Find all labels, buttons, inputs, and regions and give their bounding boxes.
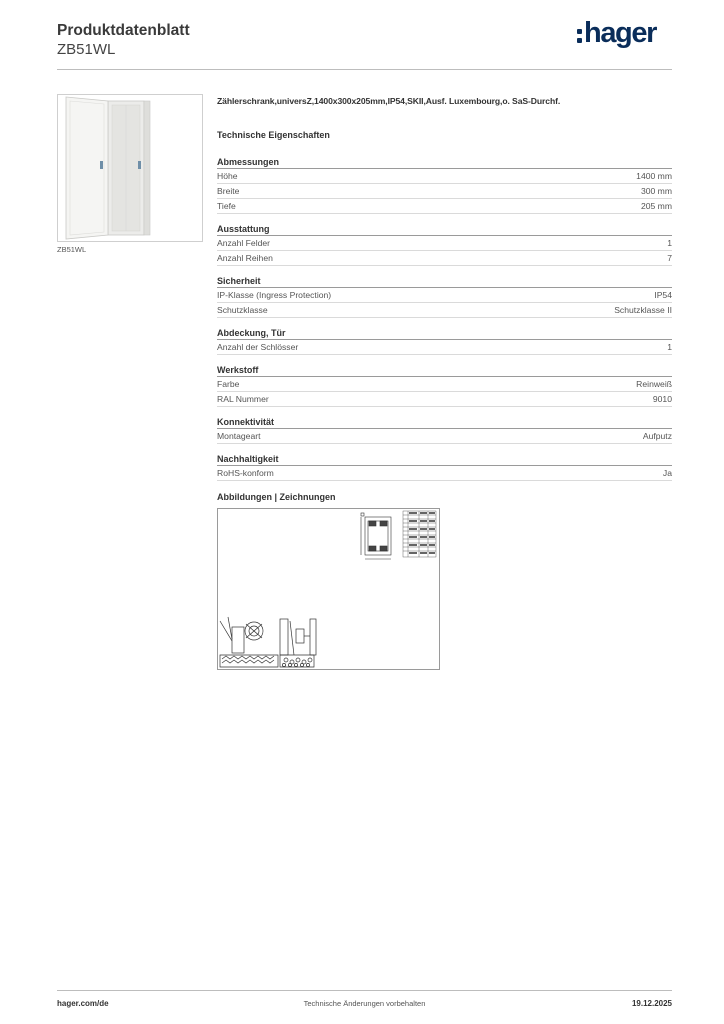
footer-date: 19.12.2025 bbox=[631, 999, 672, 1008]
property-label: Breite bbox=[217, 186, 240, 196]
section-4 bbox=[217, 364, 672, 407]
dimension-table-drawing bbox=[403, 511, 436, 557]
property-value: 1 bbox=[667, 238, 672, 248]
property-label: Höhe bbox=[217, 171, 238, 181]
property-row bbox=[217, 184, 672, 199]
meter-cabinet-image bbox=[58, 95, 202, 241]
property-label: Anzahl Felder bbox=[217, 238, 271, 248]
property-value: 205 mm bbox=[640, 201, 672, 211]
property-row bbox=[217, 199, 672, 214]
property-row bbox=[217, 288, 672, 303]
page-header bbox=[57, 17, 672, 70]
product-code: ZB51WL bbox=[57, 41, 116, 58]
section-title: Abdeckung, Tür bbox=[217, 327, 672, 340]
section-2 bbox=[217, 275, 672, 318]
property-row bbox=[217, 251, 672, 266]
property-row bbox=[217, 377, 672, 392]
property-value: 7 bbox=[667, 253, 672, 263]
drawings-heading: Abbildungen | Zeichnungen bbox=[217, 492, 336, 502]
section-title: Ausstattung bbox=[217, 223, 672, 236]
property-label: RoHS-konform bbox=[217, 468, 274, 478]
tech-properties-heading: Technische Eigenschaften bbox=[217, 130, 330, 140]
property-label: Montageart bbox=[217, 431, 261, 441]
property-value: Reinweiß bbox=[636, 379, 672, 389]
section-title: Abmessungen bbox=[217, 156, 672, 169]
image-caption: ZB51WL bbox=[57, 245, 87, 254]
property-row bbox=[217, 429, 672, 444]
front-view-drawing bbox=[361, 513, 391, 559]
installation-sketch-right bbox=[280, 619, 316, 667]
section-title: Nachhaltigkeit bbox=[217, 453, 672, 466]
property-row bbox=[217, 340, 672, 355]
property-label: RAL Nummer bbox=[217, 394, 269, 404]
section-title: Werkstoff bbox=[217, 364, 672, 377]
drawings-box bbox=[217, 508, 440, 670]
property-row bbox=[217, 303, 672, 318]
section-3 bbox=[217, 327, 672, 355]
product-description: Zählerschrank,universZ,1400x300x205mm,IP54,SKII,Ausf. Luxembourg,o. SaS-Durchf. bbox=[217, 96, 561, 106]
product-image bbox=[57, 94, 203, 242]
document-title: Produktdatenblatt bbox=[57, 22, 190, 39]
section-title: Sicherheit bbox=[217, 275, 672, 288]
property-sections bbox=[217, 156, 672, 481]
technical-drawings bbox=[218, 509, 439, 669]
property-value: 9010 bbox=[652, 394, 672, 404]
section-1 bbox=[217, 223, 672, 266]
section-6 bbox=[217, 453, 672, 481]
logo-text: hager bbox=[584, 17, 656, 49]
property-value: Schutzklasse II bbox=[614, 305, 672, 315]
property-value: Ja bbox=[662, 468, 672, 478]
section-5 bbox=[217, 416, 672, 444]
logo-dots-icon bbox=[577, 29, 582, 43]
property-label: Tiefe bbox=[217, 201, 236, 211]
property-row bbox=[217, 236, 672, 251]
page-footer bbox=[57, 990, 672, 1012]
property-label: Anzahl der Schlösser bbox=[217, 342, 299, 352]
property-value: Aufputz bbox=[642, 431, 672, 441]
property-value: 1 bbox=[667, 342, 672, 352]
section-title: Konnektivität bbox=[217, 416, 672, 429]
property-value: 300 mm bbox=[640, 186, 672, 196]
product-content bbox=[217, 96, 672, 670]
property-label: Anzahl Reihen bbox=[217, 253, 273, 263]
property-row bbox=[217, 466, 672, 481]
property-row bbox=[217, 169, 672, 184]
property-value: IP54 bbox=[654, 290, 672, 300]
property-label: Schutzklasse bbox=[217, 305, 268, 315]
property-row bbox=[217, 392, 672, 407]
property-label: Farbe bbox=[217, 379, 240, 389]
footer-disclaimer: Technische Änderungen vorbehalten bbox=[303, 999, 426, 1008]
hager-logo bbox=[577, 18, 656, 48]
property-value: 1400 mm bbox=[636, 171, 672, 181]
installation-sketch-left bbox=[220, 617, 278, 667]
footer-website: hager.com/de bbox=[57, 999, 109, 1008]
property-label: IP-Klasse (Ingress Protection) bbox=[217, 290, 332, 300]
section-0 bbox=[217, 156, 672, 214]
